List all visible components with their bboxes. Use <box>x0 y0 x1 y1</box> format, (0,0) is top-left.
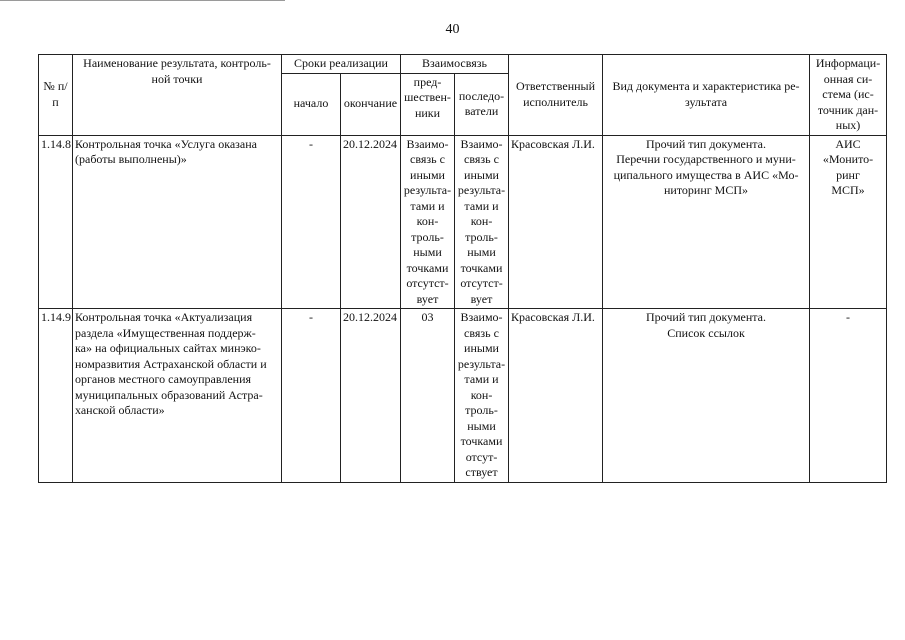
row-num: 1.14.8 <box>39 135 73 309</box>
header-num: № п/п <box>39 55 73 136</box>
row-end: 20.12.2024 <box>341 309 401 483</box>
table-row <box>39 309 887 483</box>
row-info-system: - <box>810 309 887 483</box>
header-predecessors: пред- шествен- ники <box>401 73 455 135</box>
row-responsible: Красовская Л.И. <box>509 309 603 483</box>
row-name: Контрольная точка «Услуга оказана (работы выполнены)» <box>73 135 282 309</box>
row-successors: Взаимо- связь с иными результа- тами и кон- троль- ными точками отсутст- вует <box>455 135 509 309</box>
row-predecessors: 03 <box>401 309 455 483</box>
header-responsible: Ответственный исполнитель <box>509 55 603 136</box>
header-end: окончание <box>341 73 401 135</box>
table-row <box>39 135 887 309</box>
row-predecessors: Взаимо- связь с иными результа- тами и кон- троль- ными точками отсутст- вует <box>401 135 455 309</box>
top-rule <box>0 0 285 1</box>
header-name: Наименование результата, контроль- ной точки <box>73 55 282 136</box>
header-start: начало <box>282 73 341 135</box>
header-info-system: Информаци- онная си- стема (ис- точник дан- ных) <box>810 55 887 136</box>
header-successors: последо- ватели <box>455 73 509 135</box>
row-successors: Взаимо- связь с иными результа- тами и кон- троль- ными точками отсут- ствует <box>455 309 509 483</box>
row-name: Контрольная точка «Актуализация раздела «Имущественная поддерж- ка» на официальных сайтах минэко- номразвития Астраханской области и органов местного самоуправления муниципальных образований Астра- ханской области» <box>73 309 282 483</box>
header-period: Сроки реализации <box>282 55 401 74</box>
row-num: 1.14.9 <box>39 309 73 483</box>
row-info-system: АИС «Монито- ринг МСП» <box>810 135 887 309</box>
header-relation: Взаимосвязь <box>401 55 509 74</box>
row-responsible: Красовская Л.И. <box>509 135 603 309</box>
row-doc-type: Прочий тип документа. Список ссылок <box>603 309 810 483</box>
header-doc-type: Вид документа и характеристика ре- зультата <box>603 55 810 136</box>
row-start: - <box>282 309 341 483</box>
row-end: 20.12.2024 <box>341 135 401 309</box>
page-number: 40 <box>445 22 460 37</box>
results-table <box>38 54 887 483</box>
header-row <box>39 55 887 74</box>
row-doc-type: Прочий тип документа. Перечни государственного и муни- ципального имущества в АИС «Мо- ниторинг МСП» <box>603 135 810 309</box>
row-start: - <box>282 135 341 309</box>
